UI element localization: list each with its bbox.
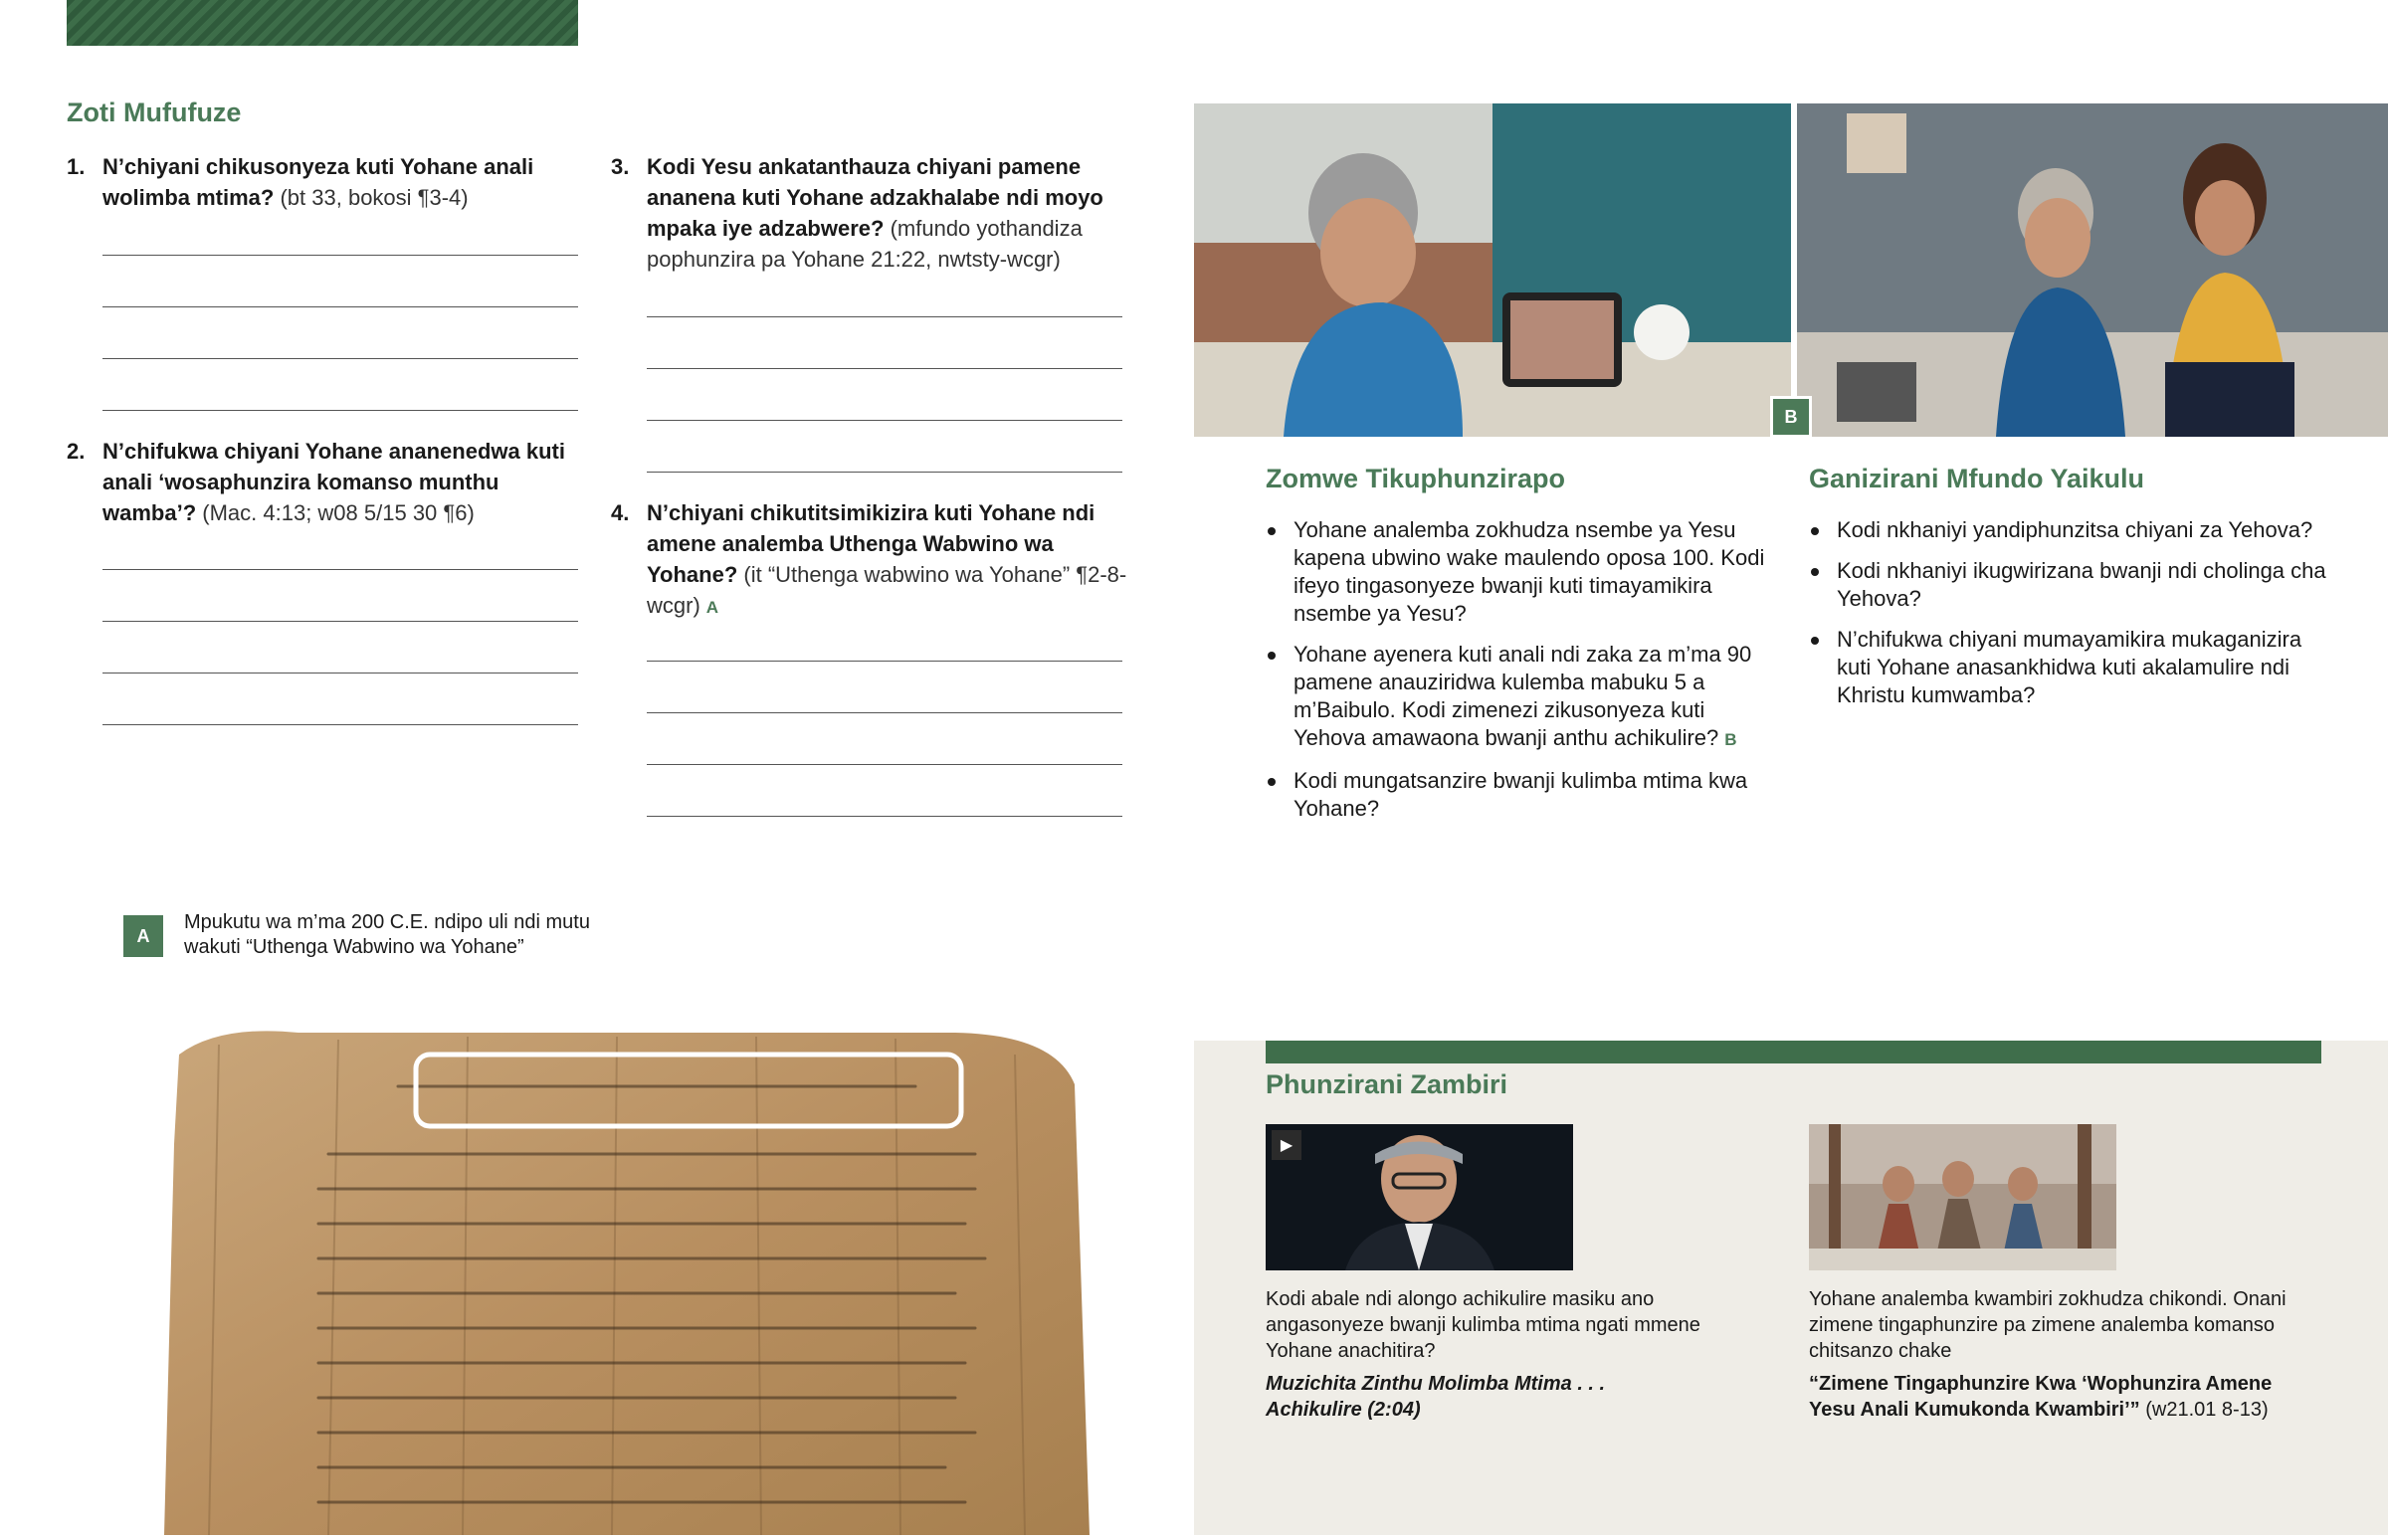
video-description: Kodi abale ndi alongo achikulire masiku ano angasonyeze bwanji kulimba mtima ngati mmene Yohane anachitira? <box>1266 1288 1700 1362</box>
image-ref-badge: A <box>705 598 719 617</box>
question-number: 4. <box>611 500 630 525</box>
article-reference: (w21.01 8-13) <box>2145 1399 2269 1421</box>
caption-badge: A <box>123 915 163 957</box>
answer-line[interactable] <box>102 410 578 411</box>
manuscript-caption: Mpukutu wa m’ma 200 C.E. ndipo uli ndi mutu wakuti “Uthenga Wabwino wa Yohane” <box>184 911 590 958</box>
list-item: Yohane analemba zokhudza nsembe ya Yesu kapena ubwino wake maulendo oposa 100. Kodi ifeyo tingasonyeze bwanji kuti timayamikira nsembe ya Yesu? <box>1266 516 1773 628</box>
answer-line[interactable] <box>102 255 578 256</box>
answer-line[interactable] <box>102 621 578 622</box>
play-icon[interactable]: ▶ <box>1272 1130 1301 1160</box>
article-description: Yohane analemba kwambiri zokhudza chikondi. Onani zimene tingaphunzire pa zimene analemba komanso chitsanzo chake <box>1809 1288 2287 1362</box>
video-title-link[interactable]: Muzichita Zinthu Molimba Mtima . . . Achikulire (2:04) <box>1266 1373 1606 1421</box>
photo-badge: B <box>1770 396 1812 438</box>
article-thumbnail[interactable] <box>1809 1124 2116 1270</box>
question-3 <box>611 151 1128 275</box>
section-title-lessons: Zomwe Tikuphunzirapo <box>1266 464 1566 493</box>
papyrus-manuscript-image <box>159 1025 1094 1535</box>
list-item <box>1266 641 1773 754</box>
question-number: 2. <box>67 439 86 464</box>
question-number: 1. <box>67 154 86 179</box>
question-reference: (Mac. 4:13; w08 5/15 30 ¶6) <box>202 500 475 525</box>
answer-line[interactable] <box>102 569 578 570</box>
question-reference: (mfundo yothandiza pophunzira pa Yohane 21:22, nwtsty-wcgr) <box>647 216 1083 272</box>
answer-line[interactable] <box>647 816 1122 817</box>
question-text: Kodi Yesu ankatanthauza chiyani pamene ananena kuti Yohane adzakhalabe ndi moyo mpaka iye adzabwere? <box>647 154 1103 241</box>
list-item: Kodi nkhaniyi yandiphunzitsa chiyani za Yehova? <box>1809 516 2326 544</box>
question-text: N’chiyani chikutitsimikizira kuti Yohane ndi amene analemba Uthenga Wabwino wa Yohane? <box>647 500 1095 587</box>
main-point-list <box>1809 516 2326 722</box>
section-title-main-point: Ganizirani Mfundo Yaikulu <box>1809 464 2145 493</box>
question-reference: (it “Uthenga wabwino wa Yohane” ¶2-8-wcgr) <box>647 562 1127 618</box>
list-item: Kodi nkhaniyi ikugwirizana bwanji ndi cholinga cha Yehova? <box>1809 557 2326 613</box>
question-reference: (bt 33, bokosi ¶3-4) <box>280 185 469 210</box>
answer-line[interactable] <box>102 306 578 307</box>
article-title-link[interactable] <box>1809 1371 2316 1423</box>
question-text: N’chiyani chikusonyeza kuti Yohane anali wolimba mtima? <box>102 154 534 210</box>
list-item: N’chifukwa chiyani mumayamikira mukaganizira kuti Yohane anasankhidwa kuti akalamulire ndi Khristu kumwamba? <box>1809 626 2326 709</box>
answer-line[interactable] <box>102 673 578 674</box>
article-title[interactable]: “Zimene Tingaphunzire Kwa ‘Wophunzira Amene Yesu Anali Kumukonda Kwambiri’” <box>1809 1373 2273 1421</box>
decorative-banner <box>67 0 578 46</box>
answer-line[interactable] <box>647 316 1122 317</box>
answer-line[interactable] <box>647 420 1122 421</box>
video-thumbnail[interactable] <box>1266 1124 1573 1270</box>
answer-line[interactable] <box>102 358 578 359</box>
section-title-research: Zoti Mufufuze <box>67 97 242 127</box>
question-text: N’chifukwa chiyani Yohane ananenedwa kuti anali ‘wosaphunzira komanso munthu wamba’? <box>102 439 565 525</box>
answer-line[interactable] <box>647 764 1122 765</box>
section-title-learn-more: Phunzirani Zambiri <box>1266 1069 1508 1099</box>
answer-line[interactable] <box>647 712 1122 713</box>
photo-sisters-ministry <box>1797 103 2388 437</box>
question-1 <box>67 151 584 213</box>
answer-line[interactable] <box>102 724 578 725</box>
question-2 <box>67 436 584 528</box>
answer-line[interactable] <box>647 368 1122 369</box>
list-item: Kodi mungatsanzire bwanji kulimba mtima kwa Yohane? <box>1266 767 1773 823</box>
lessons-list <box>1266 516 1773 836</box>
question-number: 3. <box>611 154 630 179</box>
image-ref-badge: B <box>1724 730 1737 749</box>
list-item-text: Yohane ayenera kuti anali ndi zaka za m’ma 90 pamene anauziridwa kulemba mabuku 5 a m’Baibulo. Kodi zimenezi zikusonyeza kuti Yehova amawaona bwanji anthu achikulire? <box>1294 642 1752 750</box>
panel-accent-bar <box>1266 1041 2321 1063</box>
question-4 <box>611 497 1128 623</box>
answer-line[interactable] <box>647 661 1122 662</box>
photo-sister-video-call <box>1194 103 1791 437</box>
answer-line[interactable] <box>647 472 1122 473</box>
